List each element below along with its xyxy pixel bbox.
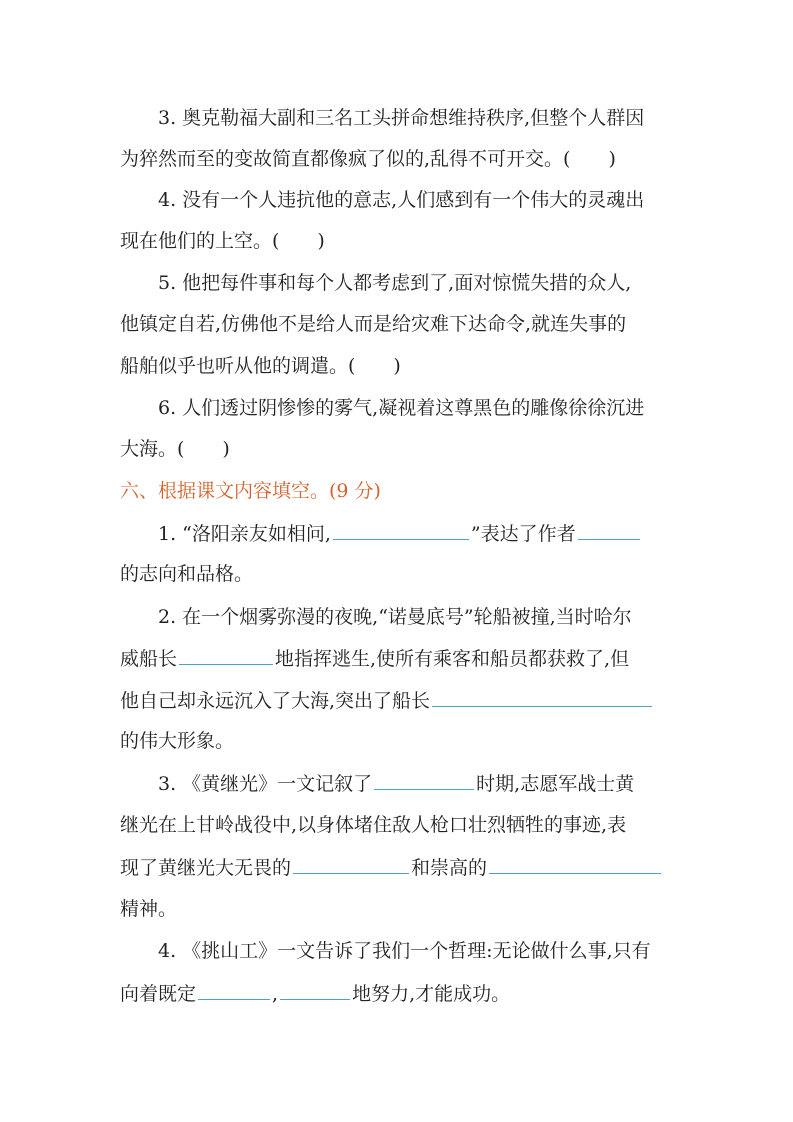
question-5-4-line-2: 现在他们的上空。( ) xyxy=(120,230,325,252)
question-6-3-line-4: 精神。 xyxy=(120,898,178,920)
question-5-5-line-3: 船舶似乎也听从他的调遣。( ) xyxy=(120,355,401,377)
question-6-1-text-b: ”表达了作者 xyxy=(470,523,576,545)
answer-blank-6-3-c[interactable] xyxy=(489,855,661,874)
question-5-6-line-1: 6. 人们透过阴惨惨的雾气,凝视着这尊黑色的雕像徐徐沉进 xyxy=(158,397,645,419)
question-5-5-line-1: 5. 他把每件事和每个人都考虑到了,面对惊慌失措的众人, xyxy=(158,272,632,294)
answer-blank-6-1-b[interactable] xyxy=(578,521,640,540)
answer-blank-6-2-a[interactable] xyxy=(179,646,273,665)
question-6-3-line-2: 继光在上甘岭战役中,以身体堵住敌人枪口壮烈牺牲的事迹,表 xyxy=(120,814,627,836)
answer-blank-6-3-b[interactable] xyxy=(293,855,409,874)
question-5-3-line-2: 为猝然而至的变故简直都像疯了似的,乱得不可开交。( ) xyxy=(120,148,616,170)
question-6-4-line-2 xyxy=(120,981,680,1006)
question-6-4-text-a: 向着既定 xyxy=(120,983,197,1005)
answer-blank-6-4-b[interactable] xyxy=(280,981,350,1000)
question-6-3-line-3 xyxy=(120,855,680,880)
question-6-4-text-b: 地努力,才能成功。 xyxy=(352,983,511,1005)
question-6-3-line-1 xyxy=(158,771,678,796)
answer-blank-6-3-a[interactable] xyxy=(374,771,474,790)
question-6-3-text-c: 现了黄继光大无畏的 xyxy=(120,857,292,879)
answer-blank-6-4-a[interactable] xyxy=(198,981,270,1000)
section-6-title: 六、根据课文内容填空。(9 分) xyxy=(120,480,381,502)
question-5-6-line-2: 大海。( ) xyxy=(120,438,230,460)
question-6-3-text-d: 和崇高的 xyxy=(411,857,488,879)
question-5-5-line-2: 他镇定自若,仿佛他不是给人而是给灾难下达命令,就连失事的 xyxy=(120,313,627,335)
question-6-1-text-a: 1. “洛阳亲友如相问, xyxy=(158,523,331,545)
question-6-1-line-2: 的志向和品格。 xyxy=(120,563,254,585)
question-6-3-text-b: 时期,志愿军战士黄 xyxy=(476,773,635,795)
answer-blank-6-2-b[interactable] xyxy=(432,688,652,707)
question-6-2-line-3 xyxy=(120,688,680,713)
question-6-2-line-2 xyxy=(120,646,680,671)
question-6-1-line-1 xyxy=(158,521,678,546)
question-6-4-line-1: 4. 《挑山工》一文告诉了我们一个哲理:无论做什么事,只有 xyxy=(158,940,651,962)
question-5-3-line-1: 3. 奥克勒福大副和三名工头拼命想维持秩序,但整个人群因 xyxy=(158,107,645,129)
answer-blank-6-1-a[interactable] xyxy=(333,521,469,540)
question-6-3-text-a: 3. 《黄继光》一文记叙了 xyxy=(158,773,373,795)
question-6-4-comma: , xyxy=(272,983,279,1005)
question-6-2-text-b: 地指挥逃生,使所有乘客和船员都获救了,但 xyxy=(275,648,630,670)
question-6-2-line-1: 2. 在一个烟雾弥漫的夜晚,“诺曼底号”轮船被撞,当时哈尔 xyxy=(158,606,632,628)
question-6-2-text-c: 他自己却永远沉入了大海,突出了船长 xyxy=(120,690,431,712)
question-5-4-line-1: 4. 没有一个人违抗他的意志,人们感到有一个伟大的灵魂出 xyxy=(158,189,645,211)
question-6-2-line-4: 的伟大形象。 xyxy=(120,730,235,752)
question-6-2-text-a: 威船长 xyxy=(120,648,178,670)
